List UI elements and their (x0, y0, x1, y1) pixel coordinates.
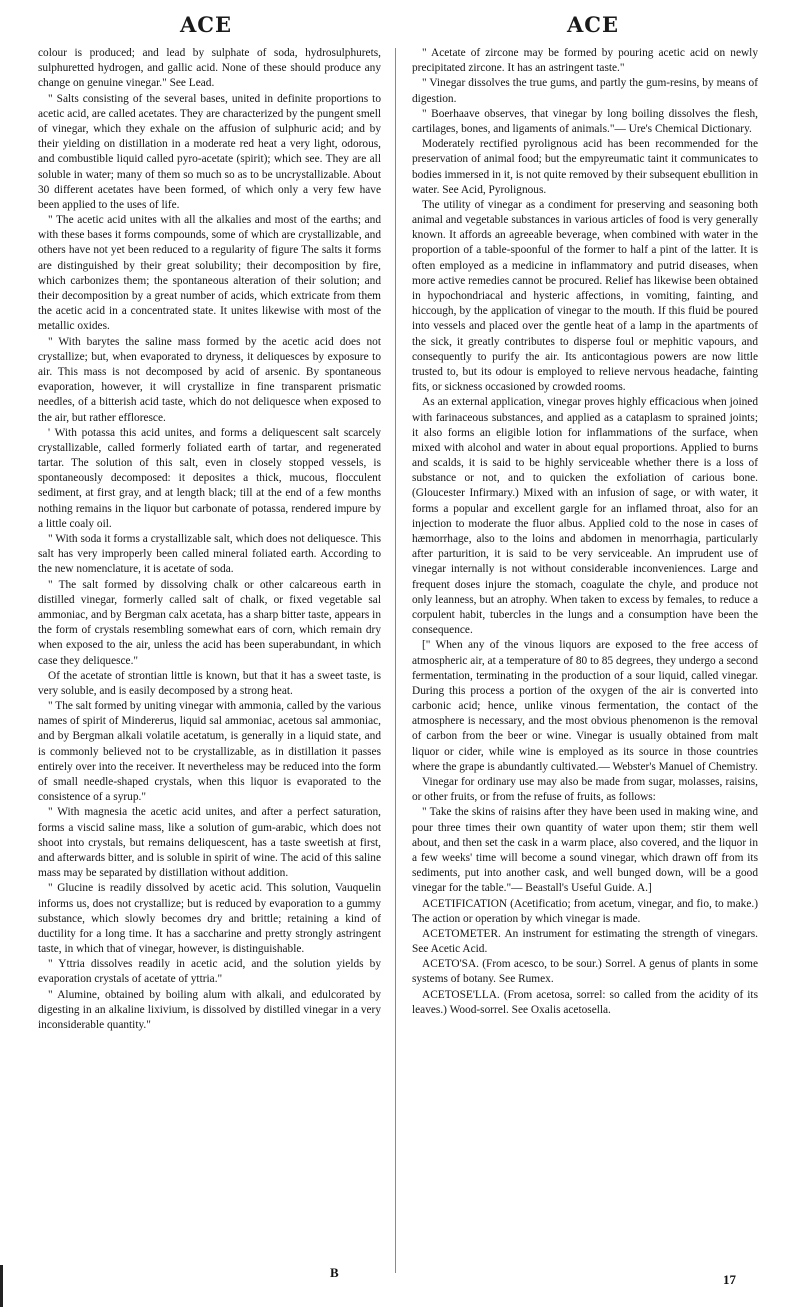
paragraph: colour is produced; and lead by sulphate of soda, hydrosulphurets, sulphuretted hydrogen, and gallic acid. None of these should produce any change on genuine vinegar." See Lead. (38, 47, 381, 90)
paragraph: " Vinegar dissolves the true gums, and partly the gum-resins, by means of digestion. (412, 77, 758, 105)
column-divider (395, 48, 396, 1273)
paragraph: As an external application, vinegar proves highly efficacious when joined with farinaceous substances, and applied as a cataplasm to sprained joints; it also forms an eligible lotion for inflammations of the surface, when mixed with alcohol and water in about equal proportions. Applied to burns and scalds, it is said to be highly serviceable whether there is a loss of substance or not, and to quicken the exfoliation of carious bone. (Gloucester Infirmary.) Mixed with an infusion of sage, or with water, it forms a popular and excellent gargle for an inflamed throat, also for an injection to moderate the fluor albus. Applied cold to the nose in cases of hæmorrhage, also to the loins and abdomen in menorrhagia, particularly after parturition, it is said to be very serviceable. An imprudent use of vinegar internally is not without considerable inconveniences. Large and frequent doses injure the stomach, coagulate the chyle, and produce not only leanness, but an atrophy. When taken to excess by females, to reduce a corpulent habit, tubercles in the lungs and a consumption have been the consequence. (412, 396, 758, 637)
signature-mark: B (330, 1265, 339, 1280)
entry-acetification: ACETIFICATION (Acetificatio; from acetum, vinegar, and fio, to make.) The action or operation by which vinegar is made. (412, 897, 758, 925)
paragraph: " With barytes the saline mass formed by the acetic acid does not crystallize; but, when evaporated to dryness, it deliquesces by exposure to air. This mass is not decomposed by acid of arsenic. By spontaneous evaporation, however, it will crystallize in fine transparent prismatic needles, of a bitterish acid taste, which do not deliquesce when exposed to the air, but rather effloresce. (38, 335, 381, 424)
left-column (38, 46, 381, 1276)
paragraph: " Take the skins of raisins after they have been used in making wine, and pour three times their own quantity of water upon them; stir them well about, and then set the cask in a warm place, also covered, and the liquor in a few weeks' time will become a sound vinegar, which drawn off from its sediments, put into another cask, and well bunged down, will be a good vinegar for the table."— Beastall's Useful Guide. A.] (412, 806, 758, 895)
right-column (412, 46, 758, 1276)
paragraph: Vinegar for ordinary use may also be made from sugar, molasses, raisins, or other fruits, or from the refuse of fruits, as follows: (412, 776, 758, 804)
page-edge-mark (0, 1265, 13, 1307)
paragraph: " The salt formed by uniting vinegar with ammonia, called by the various names of spirit of Mindererus, liquid sal ammoniac, acetous sal ammoniac, and by Bergman alkali volatile acetatum, is generally in a liquid state, and is commonly believed not to be crystallizable, as in distillation it passes entirely over into the receiver. It nevertheless may be reduced into the form of small needle-shaped crystals, when this liquor is evaporated to the consistence of a syrup." (38, 700, 381, 804)
paragraph: ' With potassa this acid unites, and forms a deliquescent salt scarcely crystallizable, called formerly foliated earth of tartar, and regenerated tartar. The solution of this salt, even in closely stopped vessels, is spontaneously decomposed: it deposites a thick, mucous, flocculent sediment, at first gray, and at length black; till at the end of a few months nothing remains in the liquor but carbonate of potassa, rendered impure by a little coaly oil. (38, 426, 381, 530)
paragraph: " Acetate of zircone may be formed by pouring acetic acid on newly precipitated zircone. It has an astringent taste." (412, 47, 758, 75)
running-head-left: ACE (180, 12, 233, 37)
paragraph: " Boerhaave observes, that vinegar by long boiling dissolves the flesh, cartilages, bones, and ligaments of animals."— Ure's Chemical Dictionary. (412, 107, 758, 135)
page-number: 17 (723, 1272, 736, 1287)
paragraph: " Yttria dissolves readily in acetic acid, and the solution yields by evaporation crystals of acetate of yttria." (38, 958, 381, 986)
paragraph: " With magnesia the acetic acid unites, and after a perfect saturation, forms a viscid saline mass, like a solution of gum-arabic, which does not shoot into crystals, but remains deliquescent, has a taste sweetish at first, and afterwards bitter, and is soluble in spirit of wine. The acid of this saline mass may be separated by distillation without addition. (38, 806, 381, 880)
entry-acetometer: ACETOMETER. An instrument for estimating the strength of vinegars. See Acetic Acid. (412, 927, 758, 956)
entry-acetosella: ACETOSE'LLA. (From acetosa, sorrel: so called from the acidity of its leaves.) Wood-sorrel. See Oxalis acetosella. (412, 988, 758, 1016)
paragraph: " Salts consisting of the several bases, united in definite proportions to acetic acid, are called acetates. They are characterized by the pungent smell of vinegar, which they exhale on the affusion of sulphuric acid; and by their yielding on distillation in a moderate red heat a very light, odorous, and combustible liquid called pyro-acetate (spirit); which see. They are all soluble in water; many of them so much so as to be uncrystallizable. About 30 different acetates have been formed, of which only a very few have been applied to the uses of life. (38, 92, 381, 211)
paragraph: Moderately rectified pyrolignous acid has been recommended for the preservation of animal food; but the empyreumatic taint it communicates to bodies immersed in it, is not quite removed by their subsequent ebullition in water. See Acid, Pyrolignous. (412, 138, 758, 196)
running-head-right: ACE (567, 12, 620, 37)
entry-acetosa: ACETO'SA. (From acesco, to be sour.) Sorrel. A genus of plants in some systems of botany. See Rumex. (412, 958, 758, 986)
paragraph: " Alumine, obtained by boiling alum with alkali, and edulcorated by digesting in an alkaline lixivium, is dissolved by distilled vinegar in a very inconsiderable quantity." (38, 988, 381, 1031)
paragraph: [" When any of the vinous liquors are exposed to the free access of atmospheric air, at a temperature of 80 to 85 degrees, they undergo a second fermentation, terminating in the production of a sour liquid, called vinegar. During this process a portion of the oxygen of the air is converted into carbonic acid; hence, unlike vinous fermentation, the contact of the atmosphere is necessary, and the most obvious phenomenon is the removal of carbon from the beer or wine. Vinegar is usually obtained from malt liquor or cider, while wine is employed as its source in those countries where the grape is abundantly cultivated.— Webster's Manuel of Chemistry. (412, 639, 758, 773)
paragraph: Of the acetate of strontian little is known, but that it has a sweet taste, is very soluble, and is easily decomposed by a strong heat. (38, 669, 381, 697)
paragraph: The utility of vinegar as a condiment for preserving and seasoning both animal and vegetable substances in various articles of food is very generally known. It affords an agreeable beverage, when combined with water in the proportion of a table-spoonful of the former to half a pint of the latter. It is often employed as a medicine in inflammatory and putrid diseases, when more active remedies cannot be procured. Relief has likewise been obtained in hypochondriacal and hysteric affections, in vomiting, fainting, and hiccough, by the application of vinegar to the mouth. If this fluid be poured into vessels and placed over the gentle heat of a lamp in the apartments of the sick, it greatly contributes to disperse foul or mephitic vapours, and consequently to purify the air. Its anticontagious powers are now little trusted to, but its odour is employed to relieve nervous headache, fainting fits, or sickness occasioned by crowded rooms. (412, 198, 758, 394)
paragraph: " The acetic acid unites with all the alkalies and most of the earths; and with these bases it forms compounds, some of which are crystallizable, and others have not yet been reduced to a regularity of figure The salts it forms are distinguished by their great solubility; their decomposition by fire, which carbonizes them; the spontaneous alteration of their solution; and their decomposition by a great number of acids, which extricate from them the acetic acid in a concentrated state. It unites likewise with most of the metallic oxides. (38, 214, 381, 333)
paragraph: " The salt formed by dissolving chalk or other calcareous earth in distilled vinegar, formerly called salt of chalk, or fixed vegetable sal ammoniac, and by Bergman calx acetata, has a sharp bitter taste, appears in the form of crystals resembling somewhat ears of corn, which remain dry when exposed to the air, unless the acid has been superabundant, in which case they deliquesce." (38, 578, 381, 667)
paragraph: " Glucine is readily dissolved by acetic acid. This solution, Vauquelin informs us, does not crystallize; but is reduced by evaporation to a gummy substance, which slowly becomes dry and brittle; retaining a kind of ductility for a long time. It has a saccharine and pretty strongly astringent taste, in which that of vinegar, however, is distinguishable. (38, 882, 381, 956)
paragraph: " With soda it forms a crystallizable salt, which does not deliquesce. This salt has very improperly been called mineral foliated earth. According to the new nomenclature, it is acetate of soda. (38, 533, 381, 576)
